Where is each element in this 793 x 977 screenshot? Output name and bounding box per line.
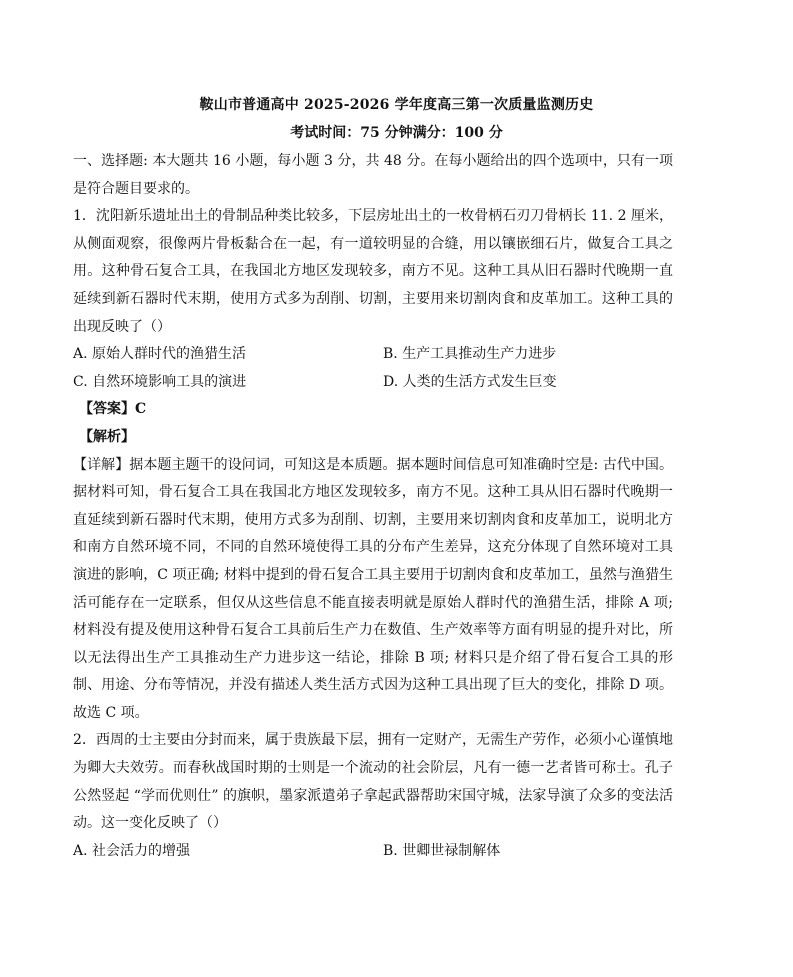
question-1-option-c: C. 自然环境影响工具的演进 xyxy=(73,373,247,390)
question-1-option-b: B. 生产工具推动生产力进步 xyxy=(383,346,557,363)
page-title: 鞍山市普通高中 2025-2026 学年度高三第一次质量监测历史 xyxy=(199,97,594,113)
exam-info: 考试时间：75 分钟满分：100 分 xyxy=(290,125,503,141)
question-1-options-row-2 xyxy=(73,369,673,397)
question-1-detail: 【详解】据本题主题干的设问词，可知这是本质题。据本题时间信息可知准确时空是: 古代中国。据材料可知，骨石复合工具在我国北方地区发现较多，南方不见。这种工具从旧石器时代晚期一直延续到新石器时代末期，使用方式多为刮削、切割，主要用来切割肉食和皮革加工，说明北方和南方自然环境不同，不同的自然环境使得工具的分布产生差异，这充分体现了自然环境对工具演进的影响，C 项正确; 材料中提到的骨石复合工具主要用于切割肉食和皮革加工，虽然与渔猎生活可能存在一定联系，但仅从这些信息不能直接表明就是原始人群时代的渔猎生活，排除 A 项; 材料没有提及使用这种骨石复合工具前后生产力在数值、生产效率等方面有明显的提升对比，所以无法得出生产工具推动生产力进步这一结论，排除 B 项; 材料只是介绍了骨石复合工具的形制、用途、分布等情况，并没有描述人类生活方式因为这种工具出现了巨大的变化，排除 D 项。故选 C 项。 xyxy=(73,456,673,721)
question-2-option-b: B. 世卿世禄制解体 xyxy=(383,842,501,859)
question-2-stem: 2．西周的士主要由分封而来，属于贵族最下层，拥有一定财产，无需生产劳作，必须小心谨慎地为卿大夫效劳。而春秋战国时期的士则是一个流动的社会阶层，凡有一德一艺者皆可称士。孔子公然竖起 “学而优则仕” 的旗帜，墨家派遣弟子拿起武器帮助宋国守城，法家导演了众多的变法活动。这一变化反映了（） xyxy=(73,732,673,832)
section-instructions: 一、选择题: 本大题共 16 小题，每小题 3 分，共 48 分。在每小题给出的四个选项中，只有一项是符合题目要求的。 xyxy=(73,153,673,197)
exam-content xyxy=(73,148,673,865)
question-1-answer: 【答案】C xyxy=(79,401,147,418)
question-2-options-row-1 xyxy=(73,838,673,866)
question-1-options-row-1 xyxy=(73,341,673,369)
question-1-option-a: A. 原始人群时代的渔猎生活 xyxy=(73,346,247,363)
question-1-option-d: D. 人类的生活方式发生巨变 xyxy=(383,373,557,390)
question-1-analysis-heading: 【解析】 xyxy=(79,428,135,445)
question-2-option-a: A. 社会活力的增强 xyxy=(73,842,191,859)
question-1-stem: 1．沈阳新乐遗址出土的骨制品种类比较多，下层房址出土的一枚骨柄石刃刀骨柄长 11. 2 厘米，从侧面观察，很像两片骨板黏合在一起，有一道较明显的合缝，用以镶嵌细石片，做复合工具之用。这种骨石复合工具，在我国北方地区发现较多，南方不见。这种工具从旧石器时代晚期一直延续到新石器时代末期，使用方式多为刮削、切割，主要用来切割肉食和皮革加工。这种工具的出现反映了（） xyxy=(73,208,673,335)
